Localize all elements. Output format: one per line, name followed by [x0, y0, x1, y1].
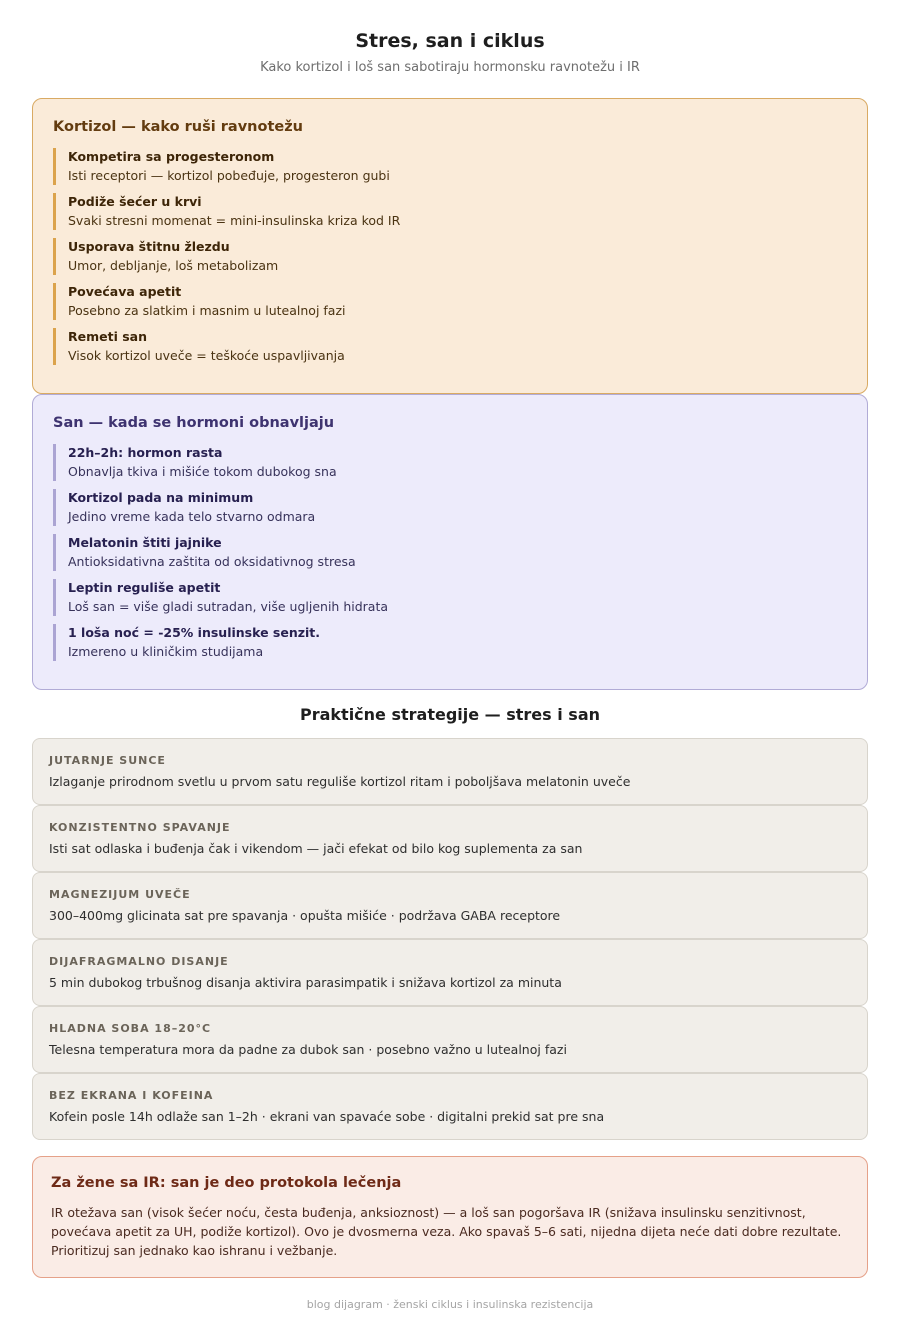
strategy-desc: 5 min dubokog trbušnog disanja aktivira parasimpatik i snižava kortizol za minuta [49, 975, 562, 990]
strategy-desc: Izlaganje prirodnom svetlu u prvom satu reguliše kortizol ritam i poboljšava melatonin uveče [49, 774, 631, 789]
cortisol-item-desc: Isti receptori — kortizol pobeđuje, progesteron gubi [68, 168, 390, 183]
ir-note-text: IR otežava san (visok šećer noću, česta buđenja, anksioznost) — a loš san pogoršava IR (snižava insulinsku senzitivnost, povećava apetit za UH, podiže kortizol). Ovo je dvosmerna veza. Ako spavaš 5–6 sati, nijedna dijeta neće dati dobre rezultate. Prioritizuj san jednako kao ishranu i vežbanje. [51, 1205, 842, 1258]
ir-note-box [32, 1156, 868, 1278]
strategy-desc: Telesna temperatura mora da padne za dubok san · posebno važno u lutealnoj fazi [49, 1042, 567, 1057]
cortisol-item-desc: Visok kortizol uveče = teškoće uspavljivanja [68, 348, 345, 363]
strategy-card [32, 939, 868, 1006]
sleep-item-desc: Izmereno u kliničkim studijama [68, 644, 264, 659]
page-subtitle: Kako kortizol i loš san sabotiraju hormonsku ravnotežu i IR [260, 60, 640, 75]
strategy-desc: Kofein posle 14h odlaže san 1–2h · ekrani van spavaće sobe · digitalni prekid sat pre sna [49, 1109, 605, 1124]
strategy-card [32, 872, 868, 939]
cortisol-item-title: Remeti san [68, 329, 147, 344]
sleep-item [53, 579, 847, 616]
strategy-label: JUTARNJE SUNCE [49, 754, 166, 767]
cortisol-item [53, 283, 847, 320]
sleep-item-desc: Antioksidativna zaštita od oksidativnog stresa [68, 554, 356, 569]
sleep-item-title: Melatonin štiti jajnike [68, 535, 222, 550]
cortisol-panel-title: Kortizol — kako ruši ravnotežu [53, 119, 303, 135]
cortisol-item-title: Podiže šećer u krvi [68, 194, 202, 209]
page-title: Stres, san i ciklus [355, 30, 545, 52]
strategies-title: Praktične strategije — stres i san [299, 705, 601, 724]
sleep-item [53, 489, 847, 526]
sleep-item [53, 624, 847, 661]
cortisol-item-title: Kompetira sa progesteronom [68, 149, 275, 164]
sleep-panel-title: San — kada se hormoni obnavljaju [53, 415, 335, 431]
sleep-item-desc: Obnavlja tkiva i mišiće tokom dubokog sna [68, 464, 337, 479]
strategy-card [32, 1073, 868, 1140]
strategy-desc: 300–400mg glicinata sat pre spavanja · opušta mišiće · podržava GABA receptore [49, 908, 561, 923]
strategy-label: HLADNA SOBA 18–20°C [49, 1022, 212, 1035]
strategy-label: BEZ EKRANA I KOFEINA [49, 1089, 214, 1102]
sleep-item-title: Leptin reguliše apetit [68, 580, 221, 595]
strategy-label: DIJAFRAGMALNO DISANJE [49, 955, 229, 968]
cortisol-item-desc: Posebno za slatkim i masnim u lutealnoj fazi [68, 303, 346, 318]
sleep-item-desc: Loš san = više gladi sutradan, više ugljenih hidrata [68, 599, 389, 614]
sleep-panel [32, 394, 868, 690]
strategy-label: KONZISTENTNO SPAVANJE [49, 821, 231, 834]
strategies-list [32, 738, 868, 1140]
cortisol-item-title: Usporava štitnu žlezdu [68, 239, 230, 254]
sleep-item-desc: Jedino vreme kada telo stvarno odmara [68, 509, 316, 524]
strategy-desc: Isti sat odlaska i buđenja čak i vikendom — jači efekat od bilo kog suplementa za san [49, 841, 583, 856]
cortisol-panel [32, 98, 868, 394]
cortisol-item [53, 328, 847, 365]
strategy-card [32, 738, 868, 805]
strategy-card [32, 805, 868, 872]
header [0, 30, 900, 75]
cortisol-item-desc: Umor, debljanje, loš metabolizam [68, 258, 279, 273]
sleep-item-title: Kortizol pada na minimum [68, 490, 254, 505]
cortisol-item-title: Povećava apetit [68, 284, 182, 299]
sleep-item-title: 22h–2h: hormon rasta [68, 445, 223, 460]
strategy-card [32, 1006, 868, 1073]
cortisol-item [53, 238, 847, 275]
cortisol-item [53, 148, 847, 185]
sleep-item-title: 1 loša noć = -25% insulinske senzit. [68, 625, 321, 640]
ir-note-title: Za žene sa IR: san je deo protokola lečenja [51, 1175, 402, 1191]
sleep-item [53, 444, 847, 481]
cortisol-item-desc: Svaki stresni momenat = mini-insulinska kriza kod IR [68, 213, 401, 228]
sleep-item [53, 534, 847, 571]
cortisol-item [53, 193, 847, 230]
footer-caption: blog dijagram · ženski ciklus i insulinska rezistencija [306, 1298, 594, 1311]
strategy-label: MAGNEZIJUM UVEČE [49, 888, 191, 901]
